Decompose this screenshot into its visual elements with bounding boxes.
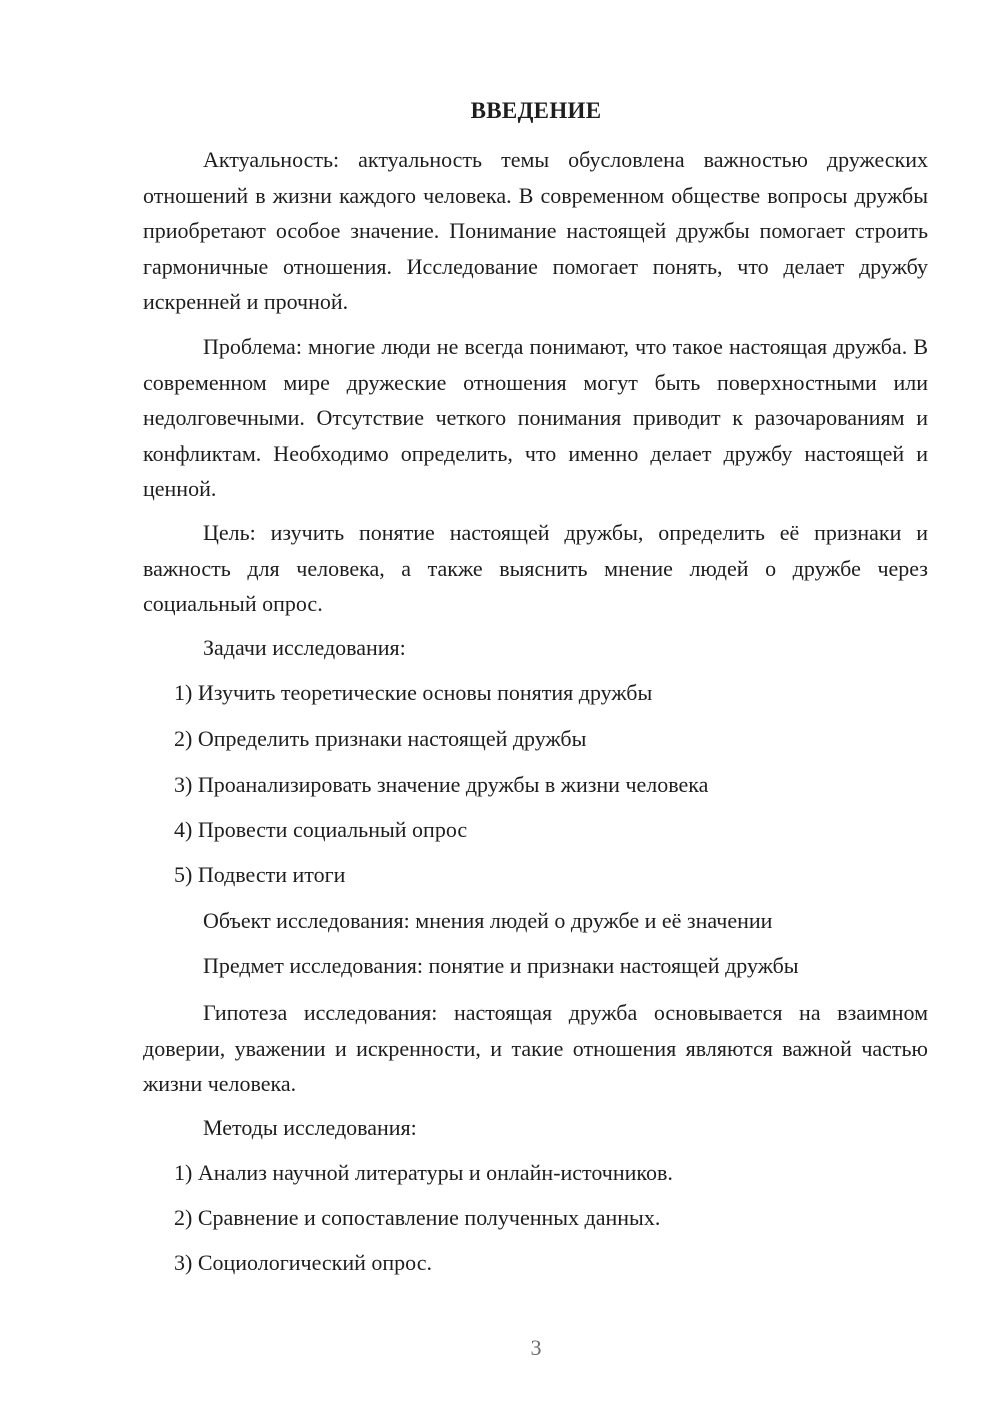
task-item: 5) Подвести итоги <box>174 862 346 887</box>
goal-paragraph: Цель: изучить понятие настоящей дружбы, определить её признаки и важность для человека, а также выяснить мнение людей о дружбе через социальный опрос. <box>143 520 928 616</box>
methods-heading: Методы исследования: <box>203 1115 417 1140</box>
task-item: 4) Провести социальный опрос <box>174 817 468 842</box>
problem-paragraph: Проблема: многие люди не всегда понимают, что такое настоящая дружба. В современном мире дружеские отношения могут быть поверхностными или недолговечными. Отсутствие четкого понимания приводит к разочарованиям и конфликтам. Необходимо определить, что именно делает дружбу настоящей и ценной. <box>143 334 928 501</box>
research-subject: Предмет исследования: понятие и признаки настоящей дружбы <box>203 953 799 978</box>
method-item: 3) Социологический опрос. <box>174 1250 432 1275</box>
hypothesis-paragraph: Гипотеза исследования: настоящая дружба основывается на взаимном доверии, уважении и искренности, и такие отношения являются важной частью жизни человека. <box>143 1000 928 1096</box>
page-title: ВВЕДЕНИЕ <box>470 98 602 123</box>
page-number: 3 <box>530 1335 542 1360</box>
method-item: 2) Сравнение и сопоставление полученных данных. <box>174 1205 661 1230</box>
relevance-paragraph: Актуальность: актуальность темы обусловлена важностью дружеских отношений в жизни каждого человека. В современном обществе вопросы дружбы приобретают особое значение. Понимание настоящей дружбы помогает строить гармоничные отношения. Исследование помогает понять, что делает дружбу искренней и прочной. <box>143 147 928 314</box>
method-item: 1) Анализ научной литературы и онлайн-источников. <box>174 1160 673 1185</box>
task-item: 1) Изучить теоретические основы понятия дружбы <box>174 680 653 705</box>
tasks-heading: Задачи исследования: <box>203 635 406 660</box>
task-item: 3) Проанализировать значение дружбы в жизни человека <box>174 772 709 797</box>
research-object: Объект исследования: мнения людей о дружбе и её значении <box>203 908 773 933</box>
task-item: 2) Определить признаки настоящей дружбы <box>174 726 587 751</box>
